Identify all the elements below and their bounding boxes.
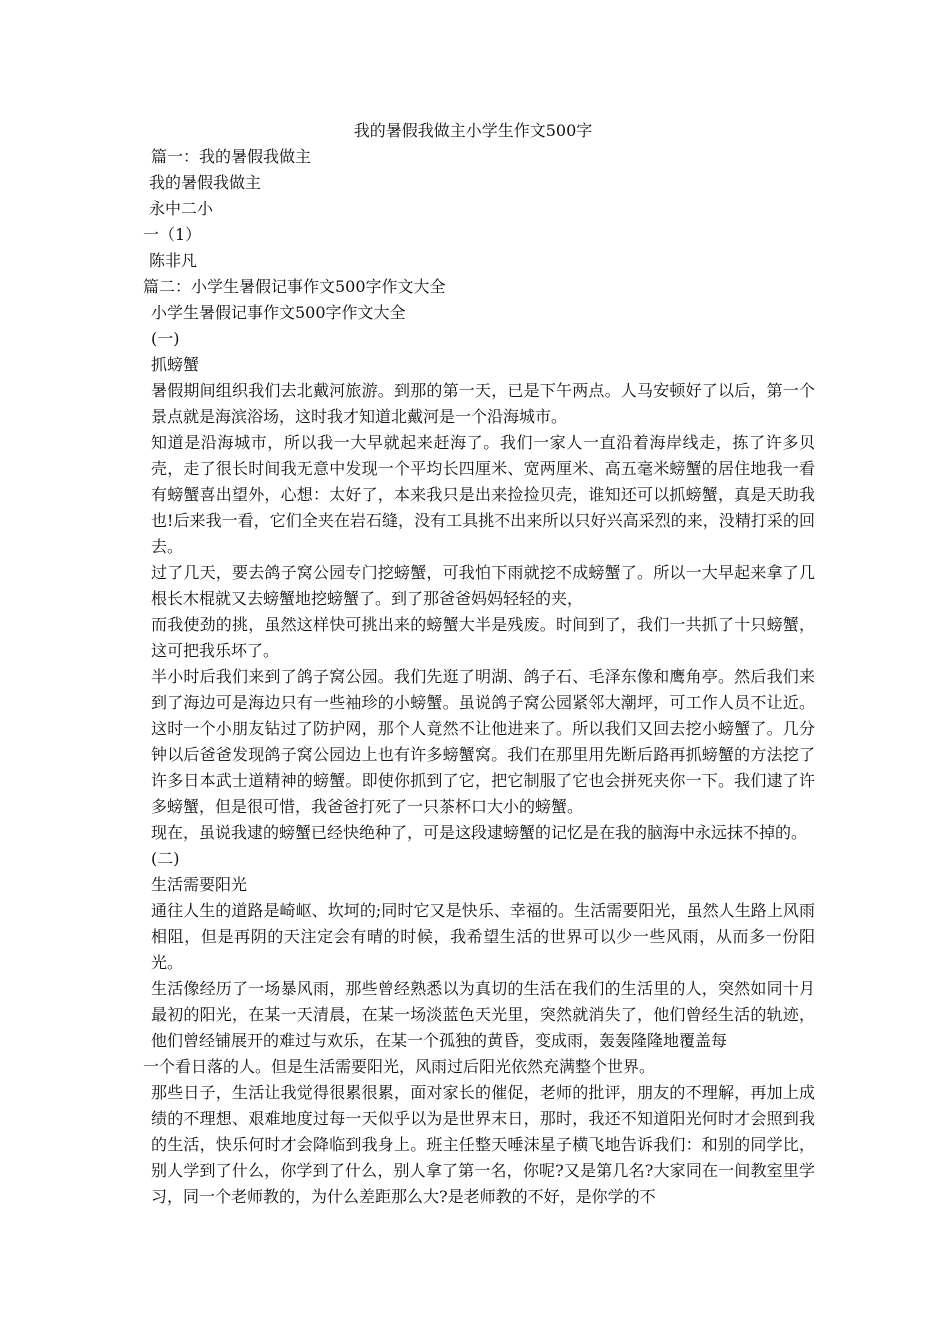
body-paragraph: 过了几天，要去鸽子窝公园专门挖螃蟹，可我怕下雨就挖不成螃蟹了。所以一大早起来拿了几根长木棍就又去螃蟹地挖螃蟹了。到了那爸爸妈妈轻轻的夹， <box>151 563 815 608</box>
header-line: (一) <box>151 329 180 348</box>
body-paragraph: 生活像经历了一场暴风雨，那些曾经熟悉以为真切的生活在我们的生活里的人，突然如同十月最初的阳光，在某一天清晨，在某一场淡蓝色天光里，突然就消失了，他们曾经生活的轨迹，他们曾经铺展开的难过与欢乐，在某一个孤独的黄昏，变成雨，轰轰隆隆地覆盖每 <box>151 979 815 1050</box>
header-line: 一（1） <box>143 225 202 244</box>
body-paragraph: 知道是沿海城市，所以我一大早就起来赶海了。我们一家人一直沿着海岸线走，拣了许多贝壳，走了很长时间我无意中发现一个平均长四厘米、宽两厘米、高五毫米螃蟹的居住地我一看有螃蟹喜出望外，心想：太好了，本来我只是出来捡捡贝壳，谁知还可以抓螃蟹，真是天助我也!后来我一看，它们全夹在岩石缝，没有工具挑不出来所以只好兴高采烈的来，没精打采的回去。 <box>151 433 815 556</box>
document-page <box>143 118 815 1210</box>
body-paragraph: 那些日子，生活让我觉得很累很累，面对家长的催促，老师的批评，朋友的不理解，再加上成绩的不理想、艰难地度过每一天似乎以为是世界末日，那时，我还不知道阳光何时才会照到我的生活，快乐何时才会降临到我身上。班主任整天唾沫星子横飞地告诉我们：和别的同学比，别人学到了什么，你学到了什么，别人拿了第一名，你呢?又是第几名?大家同在一间教室里学习，同一个老师教的，为什么差距那么大?是老师教的不好，是你学的不 <box>151 1083 815 1206</box>
section-title: 抓螃蟹 <box>151 355 200 374</box>
header-line: 篇二：小学生暑假记事作文500字作文大全 <box>143 277 446 296</box>
document-title: 我的暑假我做主小学生作文500字 <box>353 121 593 140</box>
body-paragraph: 而我使劲的挑，虽然这样快可挑出来的螃蟹大半是残废。时间到了，我们一共抓了十只螃蟹，这可把我乐坏了。 <box>151 615 815 660</box>
header-line: 陈非凡 <box>149 251 198 270</box>
body-paragraph: 半小时后我们来到了鸽子窝公园。我们先逛了明湖、鸽子石、毛泽东像和鹰角亭。然后我们来到了海边可是海边只有一些袖珍的小螃蟹。虽说鸽子窝公园紧邻大潮坪，可工作人员不让近。这时一个小朋友钻过了防护网，那个人竟然不让他进来了。所以我们又回去挖小螃蟹了。几分钟以后爸爸发现鸽子窝公园边上也有许多螃蟹窝。我们在那里用先断后路再抓螃蟹的方法挖了许多日本武士道精神的螃蟹。即使你抓到了它，把它制服了它也会拼死夹你一下。我们逮了许多螃蟹，但是很可惜，我爸爸打死了一只茶杯口大小的螃蟹。 <box>151 667 815 816</box>
body-paragraph: 暑假期间组织我们去北戴河旅游。到那的第一天，已是下午两点。人马安顿好了以后，第一个景点就是海滨浴场，这时我才知道北戴河是一个沿海城市。 <box>151 381 815 426</box>
body-paragraph: 现在，虽说我逮的螃蟹已经快绝种了，可是这段逮螃蟹的记忆是在我的脑海中永远抹不掉的。 <box>151 823 808 842</box>
header-line: 小学生暑假记事作文500字作文大全 <box>151 303 406 322</box>
body-paragraph: 通往人生的道路是崎岖、坎坷的;同时它又是快乐、幸福的。生活需要阳光，虽然人生路上风雨相阻，但是再阴的天注定会有晴的时候，我希望生活的世界可以少一些风雨，从而多一份阳光。 <box>151 901 815 972</box>
header-line: 永中二小 <box>149 199 214 218</box>
header-line: 我的暑假我做主 <box>149 173 262 192</box>
body-paragraph: 一个看日落的人。但是生活需要阳光，风雨过后阳光依然充满整个世界。 <box>143 1057 656 1076</box>
header-line: 篇一：我的暑假我做主 <box>151 147 312 166</box>
section-heading: (二) <box>151 849 180 868</box>
section-title: 生活需要阳光 <box>151 875 248 894</box>
